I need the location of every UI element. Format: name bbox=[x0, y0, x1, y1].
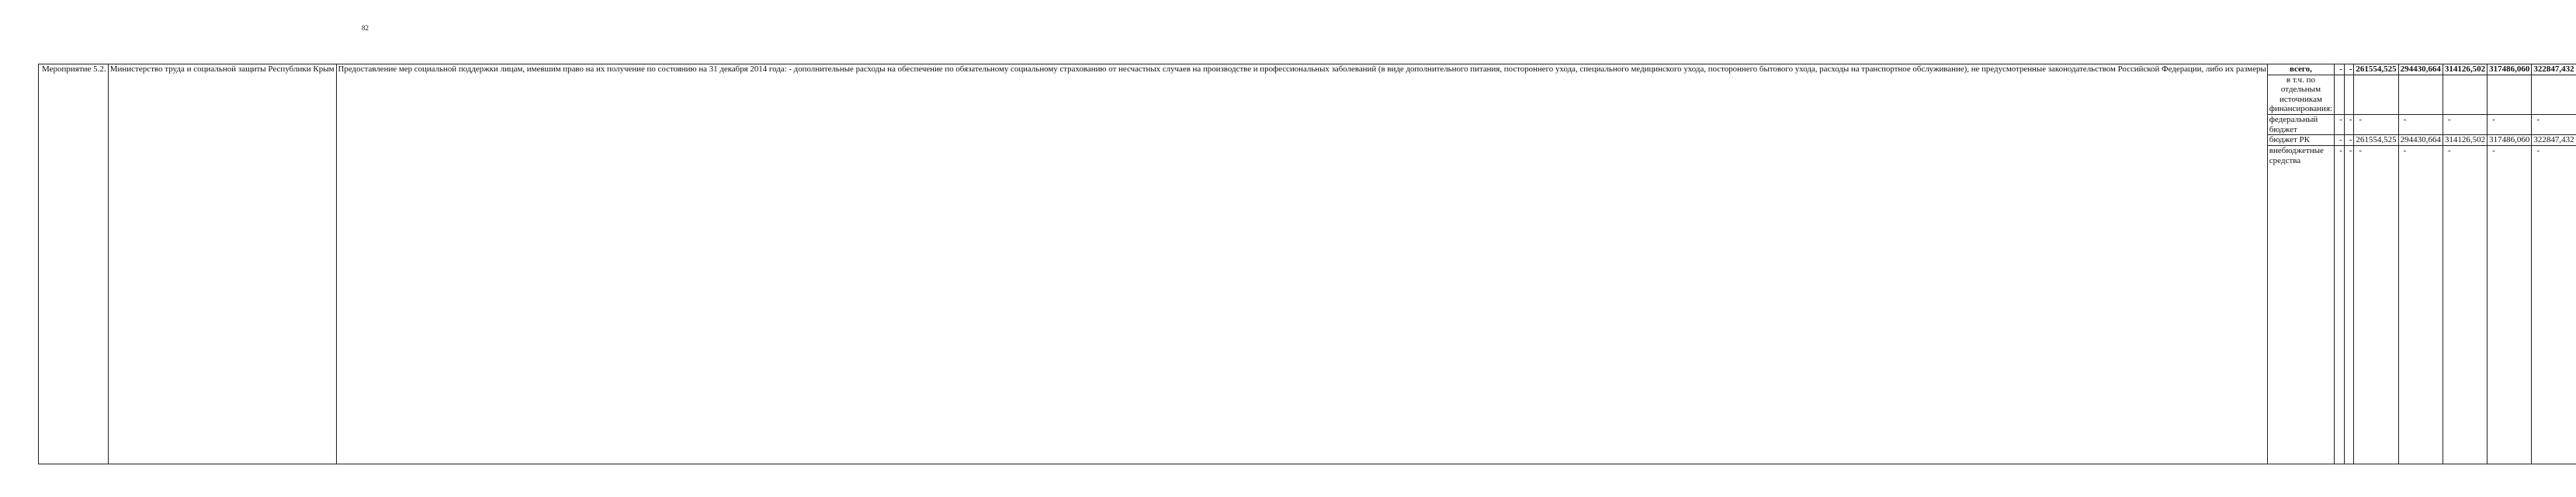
source-cell: бюджет РК bbox=[2267, 135, 2334, 146]
source-cell: внебюджетные средства bbox=[2267, 146, 2334, 464]
program-activities-table bbox=[38, 64, 2576, 464]
table-row-total bbox=[39, 64, 2576, 75]
value-cell bbox=[2344, 75, 2354, 114]
value-cell: - bbox=[2344, 135, 2354, 146]
source-cell: федеральный бюджет bbox=[2267, 114, 2334, 134]
value-cell bbox=[2354, 75, 2398, 114]
value-cell: 294430,664 bbox=[2398, 64, 2443, 75]
value-cell: - bbox=[2398, 114, 2443, 134]
value-cell: - bbox=[2344, 146, 2354, 464]
value-cell: - bbox=[2532, 146, 2576, 464]
value-cell: - bbox=[2354, 146, 2398, 464]
executor-cell: Министерство труда и социальной защиты Республики Крым bbox=[108, 64, 336, 464]
value-cell: - bbox=[2335, 135, 2345, 146]
value-cell: - bbox=[2443, 146, 2487, 464]
event-number-cell: Мероприятие 5.2. bbox=[39, 64, 109, 464]
value-cell: - bbox=[2335, 64, 2345, 75]
value-cell bbox=[2335, 75, 2345, 114]
value-cell bbox=[2532, 75, 2576, 114]
value-cell: 314126,502 bbox=[2443, 135, 2487, 146]
value-cell: - bbox=[2354, 114, 2398, 134]
page-number: 82 bbox=[362, 24, 369, 32]
value-cell bbox=[2488, 75, 2532, 114]
value-cell: 261554,525 bbox=[2354, 64, 2398, 75]
value-cell: 261554,525 bbox=[2354, 135, 2398, 146]
value-cell: - bbox=[2488, 146, 2532, 464]
value-cell: 314126,502 bbox=[2443, 64, 2487, 75]
value-cell: 322847,432 bbox=[2532, 64, 2576, 75]
value-cell: 317486,060 bbox=[2488, 64, 2532, 75]
value-cell: 294430,664 bbox=[2398, 135, 2443, 146]
value-cell: - bbox=[2344, 64, 2354, 75]
value-cell: 322847,432 bbox=[2532, 135, 2576, 146]
description-cell: Предоставление мер социальной поддержки лицам, имевшим право на их получение по состоянию на 31 декабря 2014 года: - дополнительные расходы на обеспечение по обязательному социальному страхованию от несчастных случаев на производстве и профессиональных заболеваний (в виде дополнительного питания, постороннего ухода, специального медицинского ухода, постороннего бытового ухода, расходы на транспортное обслуживание), не предусмотренные законодательством Российской Федерации, либо их размеры bbox=[336, 64, 2267, 464]
source-cell: всего, bbox=[2267, 64, 2334, 75]
value-cell: 317486,060 bbox=[2488, 135, 2532, 146]
value-cell bbox=[2398, 75, 2443, 114]
source-cell: в т.ч. по отдельным источникам финансирования: bbox=[2267, 75, 2334, 114]
value-cell: - bbox=[2398, 146, 2443, 464]
value-cell: - bbox=[2335, 146, 2345, 464]
value-cell: - bbox=[2335, 114, 2345, 134]
value-cell: - bbox=[2532, 114, 2576, 134]
value-cell bbox=[2443, 75, 2487, 114]
value-cell: - bbox=[2443, 114, 2487, 134]
value-cell: - bbox=[2344, 114, 2354, 134]
value-cell: - bbox=[2488, 114, 2532, 134]
